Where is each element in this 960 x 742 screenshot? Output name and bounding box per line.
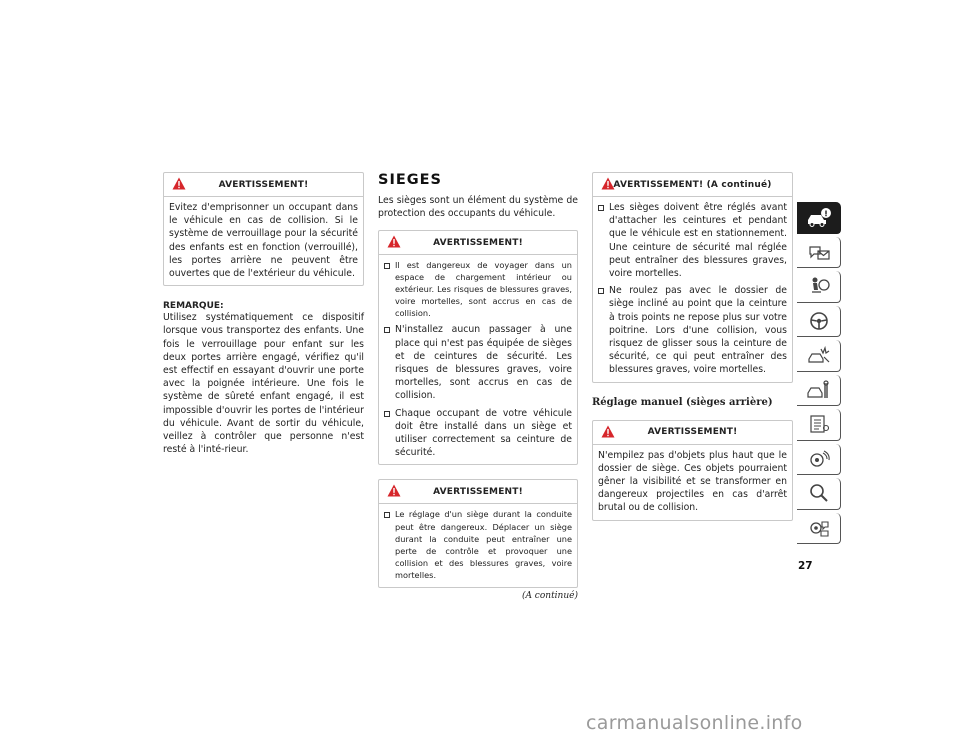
warning-title: AVERTISSEMENT! (A continué)	[613, 179, 772, 190]
warning-header	[379, 480, 577, 504]
warning-body	[593, 197, 792, 382]
warning-header	[379, 231, 577, 255]
warning-box-seat-adjust	[378, 479, 578, 587]
warning-box-continued	[592, 172, 793, 383]
car-info-icon	[805, 205, 833, 229]
warning-title: AVERTISSEMENT!	[647, 427, 738, 438]
column-3	[592, 172, 793, 521]
tab-multimedia[interactable]	[797, 444, 841, 476]
warning-triangle-icon	[601, 177, 615, 190]
warning-title: AVERTISSEMENT!	[433, 486, 523, 497]
warning-bullet: Les sièges doivent être réglés avant d'attacher les ceintures et pendant que le véhicule est en stationnement. Une ceinture de sécurité mal réglée peut entraîner des blessures graves, voire mortelles.	[598, 201, 787, 280]
remarque-title: REMARQUE:	[163, 301, 224, 312]
tab-service[interactable]	[797, 375, 841, 407]
service-icon	[805, 378, 833, 402]
message-icon	[805, 240, 833, 264]
warning-triangle-icon	[387, 235, 401, 248]
search-icon	[805, 481, 833, 505]
warning-bullet: Ne roulez pas avec le dossier de siège incliné au point que la ceinture à trois points ne repose plus sur votre poitrine. Lors d'une collision, vous risquez de glisser sous la ceinture de sécurité, ce qui peut entraîner des blessures graves, voire mortelles.	[598, 284, 787, 376]
bullet-square-icon	[598, 205, 604, 211]
bullet-square-icon	[384, 411, 390, 417]
warning-title: AVERTISSEMENT!	[433, 237, 523, 248]
warning-box-seating	[378, 230, 578, 465]
warning-text: Evitez d'emprisonner un occupant dans le véhicule en cas de collision. Si le système de verrouillage pour la sécurité des enfants est en fonction (verrouillé), les portes arrière ne peuvent être ouvertes que de l'extérieur du véhicule.	[169, 202, 358, 280]
warning-bullet: Le réglage d'un siège durant la conduite peut être dangereux. Déplacer un siège durant la conduite peut entraîner une perte de contrôle et provoquer une collision et des blessures graves, voire mortelles.	[384, 508, 572, 581]
warning-title: AVERTISSEMENT!	[218, 179, 309, 190]
column-1	[163, 172, 364, 456]
warning-text: N'empilez pas d'objets plus haut que le dossier de siège. Ces objets pourraient gêner la visibilité et se transformer en dangereux projectiles en cas d'arrêt brutal ou de collision.	[598, 449, 787, 514]
continued-label: (A continué)	[521, 590, 578, 601]
bullet-square-icon	[384, 327, 390, 333]
warning-header	[593, 421, 792, 445]
tab-languages[interactable]	[797, 513, 841, 545]
warning-bullet: Chaque occupant de votre véhicule doit être installé dans un siège et utiliser correctement sa ceinture de sécurité.	[384, 407, 572, 460]
warning-body	[379, 255, 577, 464]
chapter-tabs	[797, 202, 841, 547]
warning-box-stacking	[592, 420, 793, 521]
bullet-square-icon	[598, 288, 604, 294]
tab-safety[interactable]	[797, 271, 841, 303]
multimedia-icon	[805, 447, 833, 471]
tab-driving[interactable]	[797, 306, 841, 338]
crash-icon	[805, 343, 833, 367]
tab-emergency[interactable]	[797, 340, 841, 372]
warning-bullet: N'installez aucun passager à une place qui n'est pas équipée de sièges et de ceintures de sécurité. Les risques de blessures graves, voire mortelles, sont accrus en cas de collision.	[384, 323, 572, 402]
remarque-text: Utilisez systématiquement ce dispositif lorsque vous transportez des enfants. Une fois le verrouillage pour enfant sur les deux portes arrière engagé, vérifiez qu'il est effectif en essayant d'ouvrir une porte avec la poignée intérieure. Une fois le système de sûreté enfant engagé, il est impossible d'ouvrir les portes de l'intérieur du véhicule. Avant de sortir du véhicule, veillez à contrôler que personne n'est resté à l'inté-rieur.	[163, 312, 364, 456]
tab-index[interactable]	[797, 478, 841, 510]
steering-wheel-icon	[805, 309, 833, 333]
bullet-square-icon	[384, 512, 390, 518]
section-title: SIEGES	[378, 172, 442, 188]
tab-messages[interactable]	[797, 237, 841, 269]
warning-header	[593, 173, 792, 197]
warning-triangle-icon	[387, 484, 401, 497]
warning-box-child-lock	[163, 172, 364, 286]
settings-language-icon	[805, 516, 833, 540]
index-list-icon	[805, 412, 833, 436]
tab-specifications[interactable]	[797, 409, 841, 441]
page-number: 27	[798, 560, 813, 572]
warning-header	[164, 173, 363, 197]
column-2	[378, 172, 578, 601]
airbag-icon	[805, 274, 833, 298]
tab-car-info[interactable]	[797, 202, 841, 234]
bullet-square-icon	[384, 263, 390, 269]
warning-body	[379, 504, 577, 586]
watermark: carmanualsonline.info	[586, 712, 803, 734]
section-intro: Les sièges sont un élément du système de protection des occupants du véhicule.	[378, 195, 578, 220]
warning-bullet: Il est dangereux de voyager dans un espace de chargement intérieur ou extérieur. Les risques de blessures graves, voire mortelles, sont accrus en cas de collision.	[384, 259, 572, 319]
warning-triangle-icon	[172, 177, 186, 190]
warning-triangle-icon	[601, 425, 615, 438]
subsection-heading: Réglage manuel (sièges arrière)	[592, 396, 773, 408]
